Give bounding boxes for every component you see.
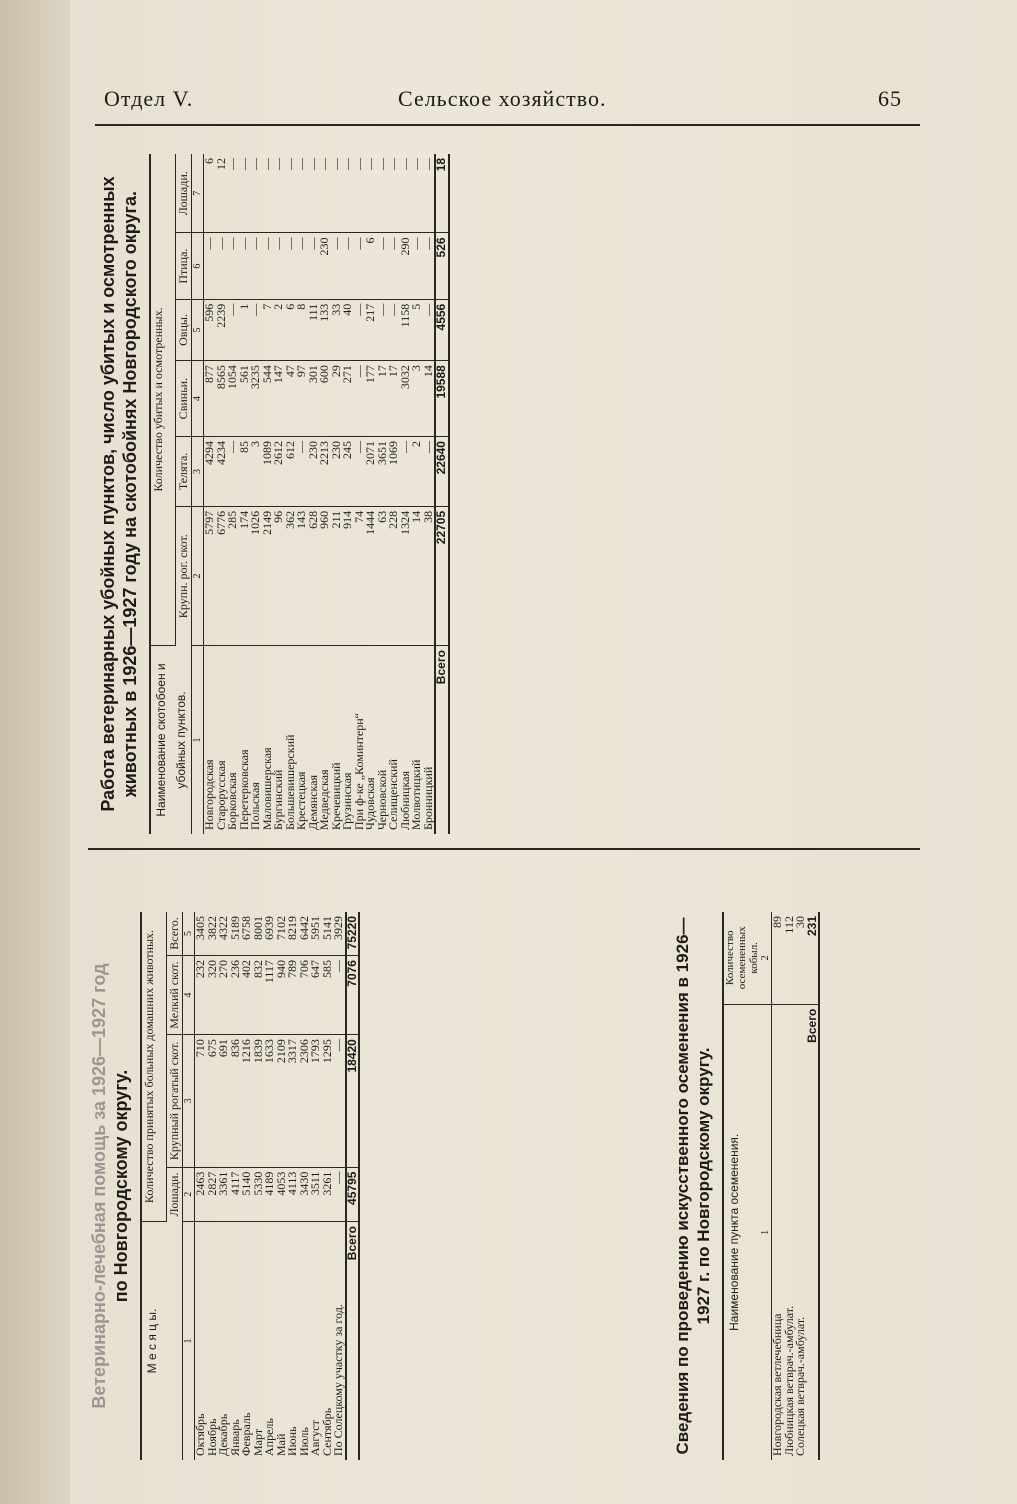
- row-label: Борковская: [225, 772, 239, 830]
- total-value: 75220: [346, 912, 360, 956]
- cell-value: 228: [388, 506, 400, 645]
- table-row: [333, 912, 346, 1460]
- cell-value: —: [411, 233, 423, 299]
- table-row: [377, 154, 389, 834]
- cell-value: 5: [411, 299, 423, 360]
- cell-value: —: [354, 154, 366, 233]
- table-row: [262, 154, 274, 834]
- v-col-header: Всего.: [167, 912, 183, 956]
- cell-value: 111: [308, 299, 320, 360]
- cell-value: 2071: [365, 437, 377, 507]
- row-label: Февраль: [239, 1412, 253, 1456]
- cell-value: 12: [216, 154, 228, 233]
- cell-value: 5330: [253, 1167, 265, 1221]
- cell-value: 877: [204, 361, 216, 437]
- row-label: Крестецкая: [294, 771, 308, 830]
- cell-value: 940: [276, 956, 288, 1035]
- insem-section: [672, 912, 934, 1460]
- cell-value: —: [204, 233, 216, 299]
- cell-value: 596: [204, 299, 216, 360]
- total-value: 231: [807, 912, 820, 1004]
- cell-value: —: [239, 233, 251, 299]
- row-label: Январь: [227, 1419, 242, 1456]
- cell-value: 3235: [250, 361, 262, 437]
- cell-value: 1444: [365, 506, 377, 645]
- cell-value: 89: [772, 912, 784, 1004]
- i-colnum: 1: [760, 1229, 771, 1235]
- cell-value: 2463: [195, 1167, 207, 1221]
- cell-value: 1324: [400, 506, 412, 645]
- row-label: Август: [308, 1420, 322, 1456]
- row-label: Июнь: [285, 1426, 299, 1456]
- cell-value: —: [262, 233, 274, 299]
- cell-value: 1839: [253, 1035, 265, 1167]
- v-colnum: 3: [183, 1035, 195, 1167]
- cell-value: 1069: [388, 437, 400, 507]
- slaughter-table: [149, 154, 450, 834]
- s-colnum: 7: [192, 154, 204, 233]
- cell-value: —: [227, 437, 239, 507]
- cell-value: 7102: [276, 912, 288, 956]
- table-row: [250, 154, 262, 834]
- cell-value: —: [296, 154, 308, 233]
- cell-value: 211: [331, 506, 343, 645]
- s-colnum: 4: [192, 361, 204, 437]
- table-row: [411, 154, 423, 834]
- table-row: [216, 154, 228, 834]
- table-row: [365, 154, 377, 834]
- row-label: Перетерковская: [236, 749, 251, 830]
- insem-table: [722, 912, 820, 1460]
- cell-value: —: [377, 299, 389, 360]
- cell-value: 1054: [227, 361, 239, 437]
- cell-value: 6: [204, 154, 216, 233]
- cell-value: —: [423, 233, 436, 299]
- row-label: Кречевицкий: [328, 762, 343, 830]
- total-value: 22705: [435, 506, 449, 645]
- cell-value: 85: [239, 437, 251, 507]
- cell-value: 133: [319, 299, 331, 360]
- cell-value: —: [296, 233, 308, 299]
- cell-value: —: [354, 299, 366, 360]
- cell-value: 8001: [253, 912, 265, 956]
- row-label: Любницкая ветврач.-амбулат.: [781, 1305, 796, 1456]
- cell-value: 362: [285, 506, 297, 645]
- cell-value: 6758: [241, 912, 253, 956]
- row-label: Новгородская ветлечебница: [770, 1313, 784, 1456]
- table-row: [331, 154, 343, 834]
- table-row: [388, 154, 400, 834]
- cell-value: 8565: [216, 361, 228, 437]
- section-title: Сельское хозяйство.: [398, 86, 607, 111]
- cell-value: 174: [239, 506, 251, 645]
- cell-value: 5141: [322, 912, 334, 956]
- cell-value: 30: [795, 912, 807, 1004]
- cell-value: 4294: [204, 437, 216, 507]
- cell-value: 270: [218, 956, 230, 1035]
- cell-value: —: [354, 233, 366, 299]
- cell-value: 6939: [264, 912, 276, 956]
- cell-value: 836: [230, 1035, 242, 1167]
- cell-value: 544: [262, 361, 274, 437]
- cell-value: 832: [253, 956, 265, 1035]
- i-colnum: 2: [760, 912, 772, 1004]
- row-label: Апрель: [262, 1418, 276, 1456]
- cell-value: 612: [285, 437, 297, 507]
- cell-value: —: [354, 361, 366, 437]
- cell-value: 561: [239, 361, 251, 437]
- v-col-header: Мелкий скот.: [167, 956, 183, 1035]
- row-label: Декабрь: [216, 1413, 230, 1456]
- cell-value: 2109: [276, 1035, 288, 1167]
- cell-value: 38: [423, 506, 436, 645]
- total-label: Всего: [804, 1008, 819, 1043]
- cell-value: 236: [230, 956, 242, 1035]
- s-col-header: Овцы.: [176, 299, 192, 360]
- cell-value: 4189: [264, 1167, 276, 1221]
- cell-value: 2: [411, 437, 423, 507]
- vet-title: по Новгородскому округу.: [111, 1069, 131, 1303]
- cell-value: 6442: [299, 912, 311, 956]
- cell-value: 320: [207, 956, 219, 1035]
- cell-value: 3430: [299, 1167, 311, 1221]
- cell-value: 285: [227, 506, 239, 645]
- cell-value: —: [227, 233, 239, 299]
- total-value: 7076: [346, 956, 360, 1035]
- cell-value: 147: [273, 361, 285, 437]
- table-row: [204, 154, 216, 834]
- cell-value: —: [331, 154, 343, 233]
- cell-value: 5189: [230, 912, 242, 956]
- page-number: 65: [878, 86, 902, 111]
- cell-value: 2239: [216, 299, 228, 360]
- cell-value: 1158: [400, 299, 412, 360]
- slaughter-col-name: Наименование скотобоен и убойных пунктов.: [154, 663, 188, 817]
- cell-value: —: [250, 154, 262, 233]
- row-label: Маловишерская: [259, 747, 274, 830]
- v-colnum: 2: [183, 1167, 195, 1221]
- cell-value: 5951: [310, 912, 322, 956]
- cell-value: 585: [322, 956, 334, 1035]
- row-label: По Солецкому участку за год.: [331, 1304, 345, 1456]
- header-rule: [95, 124, 920, 126]
- v-colnum: 4: [183, 956, 195, 1035]
- cell-value: —: [423, 437, 436, 507]
- row-label: Новгородская: [202, 759, 216, 830]
- s-colnum: 5: [192, 299, 204, 360]
- cell-value: 1793: [310, 1035, 322, 1167]
- cell-value: —: [423, 154, 436, 233]
- total-label: Всего: [344, 1226, 359, 1261]
- total-value: 19588: [435, 361, 449, 437]
- cell-value: —: [239, 154, 251, 233]
- cell-value: 3: [250, 437, 262, 507]
- cell-value: —: [333, 1167, 346, 1221]
- cell-value: —: [285, 154, 297, 233]
- vet-group-header: Количество принятых больных домашних животных.: [141, 912, 167, 1222]
- v-colnum: 5: [183, 912, 195, 956]
- cell-value: 914: [342, 506, 354, 645]
- table-row: [273, 154, 285, 834]
- slaughter-title: Работа ветеринарных убойных пунктов, число убитых и осмотренных животных в 1926—1927 году на скотобойнях Новгородского округа.: [98, 176, 140, 812]
- cell-value: —: [400, 437, 412, 507]
- cell-value: 1633: [264, 1035, 276, 1167]
- row-label: Солецкая ветврач.-амбулат.: [793, 1316, 807, 1456]
- cell-value: 710: [195, 1035, 207, 1167]
- row-label: Грузинская: [340, 772, 354, 830]
- cell-value: —: [411, 154, 423, 233]
- cell-value: —: [319, 154, 331, 233]
- cell-value: 245: [342, 437, 354, 507]
- page-divider: [88, 848, 920, 850]
- cell-value: 1216: [241, 1035, 253, 1167]
- cell-value: 177: [365, 361, 377, 437]
- vet-title-faded: Ветеринарно-лечебная помощь за 1926—1927 год: [89, 963, 109, 1409]
- cell-value: 1295: [322, 1035, 334, 1167]
- row-label: Май: [273, 1433, 288, 1456]
- cell-value: 647: [310, 956, 322, 1035]
- cell-value: 2213: [319, 437, 331, 507]
- cell-value: 230: [331, 437, 343, 507]
- cell-value: 8219: [287, 912, 299, 956]
- table-row: [795, 912, 807, 1460]
- cell-value: 3: [411, 361, 423, 437]
- s-col-header: Телята.: [176, 437, 192, 507]
- cell-value: —: [342, 233, 354, 299]
- cell-value: —: [308, 233, 320, 299]
- cell-value: 14: [423, 361, 436, 437]
- cell-value: 8: [296, 299, 308, 360]
- row-label: Селищенский: [386, 759, 400, 830]
- cell-value: 691: [218, 1035, 230, 1167]
- cell-value: —: [388, 154, 400, 233]
- cell-value: —: [273, 233, 285, 299]
- table-row: [227, 154, 239, 834]
- cell-value: —: [388, 233, 400, 299]
- cell-value: 143: [296, 506, 308, 645]
- insem-title: Сведения по проведению искусственного осеменения в 1926—1927 г. по Новгородскому округу.: [673, 917, 713, 1455]
- s-colnum: 2: [192, 506, 204, 645]
- cell-value: 40: [342, 299, 354, 360]
- cell-value: 96: [273, 506, 285, 645]
- cell-value: 1117: [264, 956, 276, 1035]
- cell-value: 1026: [250, 506, 262, 645]
- cell-value: 4113: [287, 1167, 299, 1221]
- cell-value: 789: [287, 956, 299, 1035]
- table-row: [239, 154, 251, 834]
- section-header: Отдел V.: [104, 86, 194, 111]
- cell-value: 960: [319, 506, 331, 645]
- cell-value: —: [331, 233, 343, 299]
- cell-value: 3361: [218, 1167, 230, 1221]
- cell-value: 402: [241, 956, 253, 1035]
- cell-value: —: [273, 154, 285, 233]
- cell-value: 4117: [230, 1167, 242, 1221]
- total-value: 18420: [346, 1035, 360, 1167]
- cell-value: —: [262, 154, 274, 233]
- cell-value: 7: [262, 299, 274, 360]
- total-label: Всего: [434, 650, 448, 685]
- cell-value: 2612: [273, 437, 285, 507]
- vet-table: [140, 912, 360, 1460]
- slaughter-group-header: Количество убитых и осмотренных.: [150, 154, 176, 646]
- cell-value: 3261: [322, 1167, 334, 1221]
- total-value: 45795: [346, 1167, 360, 1221]
- cell-value: 3822: [207, 912, 219, 956]
- row-label: Большевишерский: [282, 734, 297, 830]
- row-label: Чудовская: [363, 777, 377, 830]
- cell-value: —: [285, 233, 297, 299]
- cell-value: —: [216, 233, 228, 299]
- table-row: [308, 154, 320, 834]
- total-value: 22640: [435, 437, 449, 507]
- cell-value: 1089: [262, 437, 274, 507]
- cell-value: —: [400, 154, 412, 233]
- cell-value: 63: [377, 506, 389, 645]
- cell-value: 2306: [299, 1035, 311, 1167]
- cell-value: 628: [308, 506, 320, 645]
- s-colnum: 3: [192, 437, 204, 507]
- row-label: Октябрь: [193, 1413, 207, 1456]
- cell-value: 600: [319, 361, 331, 437]
- v-col-header: Крупный рогатый скот.: [167, 1035, 183, 1167]
- total-value: 18: [435, 154, 449, 233]
- s-colnum: 6: [192, 233, 204, 299]
- cell-value: 217: [365, 299, 377, 360]
- v-colnum: 1: [183, 1338, 194, 1344]
- row-label: Март: [250, 1428, 265, 1456]
- table-row: [400, 154, 412, 834]
- s-col-header: Свиньи.: [176, 361, 192, 437]
- row-label: Сентябрь: [319, 1407, 334, 1456]
- cell-value: —: [388, 299, 400, 360]
- cell-value: 14: [411, 506, 423, 645]
- row-label: Молвотицкий: [409, 759, 423, 830]
- cell-value: 301: [308, 361, 320, 437]
- vet-col-name: М е с я ц ы.: [145, 1308, 159, 1374]
- row-label: Бургинский: [271, 769, 285, 830]
- cell-value: 4234: [216, 437, 228, 507]
- cell-value: 3651: [377, 437, 389, 507]
- v-col-header: Лошади.: [167, 1172, 181, 1217]
- cell-value: —: [377, 233, 389, 299]
- cell-value: 47: [285, 361, 297, 437]
- row-label: При ф-ке „Коминтерн“: [351, 713, 366, 830]
- cell-value: 97: [296, 361, 308, 437]
- table-row: [319, 154, 331, 834]
- total-value: 4556: [435, 299, 449, 360]
- cell-value: —: [250, 233, 262, 299]
- cell-value: 3929: [333, 912, 346, 956]
- cell-value: 3317: [287, 1035, 299, 1167]
- cell-value: 271: [342, 361, 354, 437]
- row-label: Старорусская: [213, 760, 228, 830]
- cell-value: 2827: [207, 1167, 219, 1221]
- cell-value: 112: [784, 912, 796, 1004]
- total-value: 526: [435, 233, 449, 299]
- cell-value: —: [227, 299, 239, 360]
- row-label: Польская: [248, 782, 262, 830]
- cell-value: 230: [319, 233, 331, 299]
- cell-value: —: [365, 154, 377, 233]
- cell-value: —: [423, 299, 436, 360]
- cell-value: 675: [207, 1035, 219, 1167]
- slaughter-section: [95, 154, 927, 834]
- cell-value: 5797: [204, 506, 216, 645]
- cell-value: 3511: [310, 1167, 322, 1221]
- cell-value: 2: [273, 299, 285, 360]
- s-col-header: Крупн. рог. скот.: [176, 534, 190, 619]
- table-row: [354, 154, 366, 834]
- cell-value: —: [354, 437, 366, 507]
- cell-value: 17: [388, 361, 400, 437]
- row-label: Бронницкий: [420, 766, 435, 830]
- cell-value: 6776: [216, 506, 228, 645]
- cell-value: —: [250, 299, 262, 360]
- cell-value: 290: [400, 233, 412, 299]
- cell-value: 706: [299, 956, 311, 1035]
- row-label: Черновской: [374, 769, 389, 830]
- cell-value: 4322: [218, 912, 230, 956]
- cell-value: 33: [331, 299, 343, 360]
- page-edge-shadow: [0, 0, 70, 1504]
- cell-value: —: [333, 1035, 346, 1167]
- cell-value: —: [342, 154, 354, 233]
- cell-value: —: [308, 154, 320, 233]
- cell-value: —: [377, 154, 389, 233]
- cell-value: 230: [308, 437, 320, 507]
- s-colnum: 1: [192, 737, 203, 743]
- row-label: Ноябрь: [204, 1418, 219, 1456]
- cell-value: 232: [195, 956, 207, 1035]
- row-label: Любницкая: [397, 771, 412, 830]
- cell-value: 6: [365, 233, 377, 299]
- cell-value: —: [227, 154, 239, 233]
- cell-value: —: [333, 956, 346, 1035]
- cell-value: 29: [331, 361, 343, 437]
- row-label: Демянская: [305, 774, 320, 830]
- cell-value: 74: [354, 506, 366, 645]
- s-col-header: Лошади.: [176, 154, 192, 233]
- cell-value: 4053: [276, 1167, 288, 1221]
- insem-col-count: Количество осемененных кобыл.: [723, 912, 760, 1004]
- row-label: Медведская: [317, 769, 331, 830]
- cell-value: 3405: [195, 912, 207, 956]
- cell-value: 5140: [241, 1167, 253, 1221]
- cell-value: —: [296, 437, 308, 507]
- s-col-header: Птица.: [176, 233, 192, 299]
- cell-value: 3032: [400, 361, 412, 437]
- table-row: [285, 154, 297, 834]
- cell-value: 17: [377, 361, 389, 437]
- cell-value: 6: [285, 299, 297, 360]
- cell-value: 1: [239, 299, 251, 360]
- cell-value: 2149: [262, 506, 274, 645]
- row-label: Июль: [296, 1427, 311, 1456]
- insem-col-name: Наименование пункта осеменения.: [727, 1133, 741, 1331]
- table-row: [296, 154, 308, 834]
